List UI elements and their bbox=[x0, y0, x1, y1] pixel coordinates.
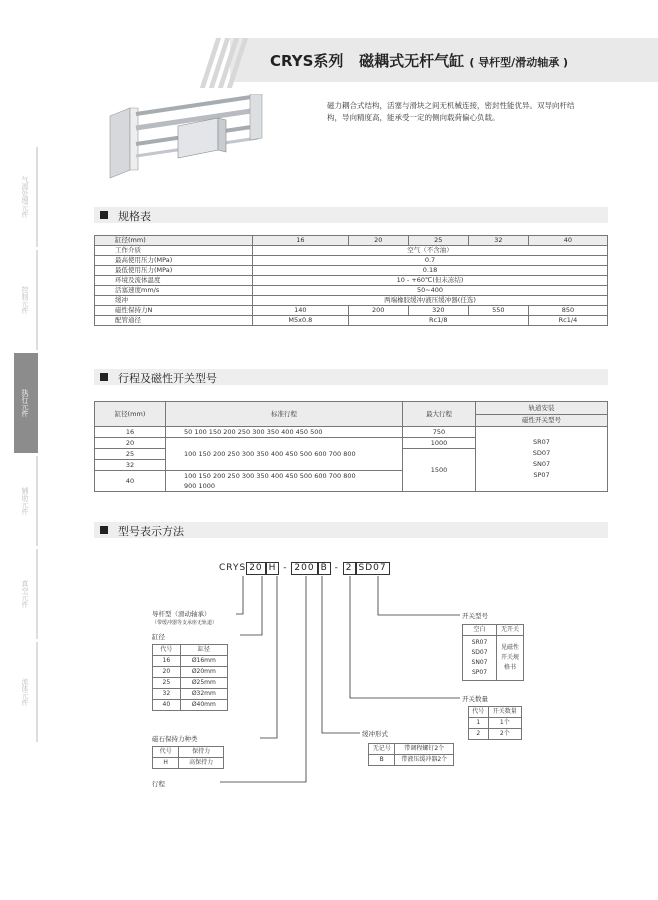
table-cell: 缓冲 bbox=[95, 296, 253, 306]
table-cell: 带液压缓冲器2个 bbox=[395, 755, 454, 766]
tab-actuator[interactable]: 执行元件 bbox=[14, 353, 38, 453]
table-row bbox=[153, 667, 228, 678]
table-cell: 16 bbox=[95, 427, 166, 438]
table-cell: 带调程螺钉2个 bbox=[395, 744, 454, 755]
switch-model: SP07 bbox=[533, 471, 550, 479]
table-cell: 40 bbox=[95, 471, 166, 492]
table-cell: B bbox=[369, 755, 395, 766]
table-cell: 25 bbox=[95, 449, 166, 460]
code-dash: - bbox=[334, 563, 339, 573]
title-paren: ( 导杆型/滑动轴承 ) bbox=[469, 56, 569, 69]
table-cell: 缸径(mm) bbox=[95, 402, 166, 427]
switch-model: SN07 bbox=[471, 659, 488, 666]
switch-table bbox=[462, 624, 524, 681]
table-cell: M5x0.8 bbox=[253, 316, 349, 326]
hold-table bbox=[152, 746, 224, 769]
table-cell: 2 bbox=[469, 729, 489, 740]
table-row bbox=[463, 625, 524, 636]
table-row bbox=[469, 729, 522, 740]
table-cell: 开关数量 bbox=[488, 707, 521, 718]
table-cell: 750 bbox=[403, 427, 476, 438]
table-row bbox=[153, 758, 224, 769]
table-cell: Ø32mm bbox=[180, 689, 227, 700]
switch-model: SR07 bbox=[533, 438, 550, 446]
table-cell: 活塞速度mm/s bbox=[95, 286, 253, 296]
tab-vacuum[interactable]: 真空元件 bbox=[14, 549, 38, 639]
table-cell: 工作介质 bbox=[95, 246, 253, 256]
table-cell: 1 bbox=[469, 718, 489, 729]
code-switch: SD07 bbox=[356, 562, 390, 575]
table-cell: 1000 bbox=[403, 438, 476, 449]
stroke-values: 100 150 200 250 300 350 400 450 500 600 700 800 bbox=[184, 472, 356, 480]
table-cell: 最高使用压力(MPa) bbox=[95, 256, 253, 266]
table-cell: 标准行程 bbox=[166, 402, 403, 427]
title-main: CRYS系列 bbox=[270, 52, 344, 70]
table-cell: 32 bbox=[153, 689, 181, 700]
table-cell: 1个 bbox=[488, 718, 521, 729]
bore-label: 缸径 bbox=[152, 633, 165, 641]
table-row bbox=[369, 744, 454, 755]
table-cell: 磁性保持力N bbox=[95, 306, 253, 316]
title-sub: 磁耦式无杆气缸 bbox=[359, 52, 465, 70]
table-cell: 40 bbox=[528, 236, 607, 246]
table-cell: 环境及流体温度 bbox=[95, 276, 253, 286]
table-cell: Rc1/4 bbox=[528, 316, 607, 326]
table-cell: 两端橡胶缓冲/液压缓冲器(任选) bbox=[253, 296, 608, 306]
code-count: 2 bbox=[343, 562, 356, 575]
switch-label: 开关型号 bbox=[462, 612, 488, 620]
tab-control[interactable]: 控制元件 bbox=[14, 250, 38, 350]
code-prefix: CRYS bbox=[219, 563, 247, 573]
table-cell: 保持力 bbox=[179, 747, 224, 758]
table-cell: 20 bbox=[153, 667, 181, 678]
table-cell: 0.18 bbox=[253, 266, 608, 276]
product-description: 磁力耦合式结构，活塞与滑块之间无机械连接，密封性能优异。双导向杆结构，导向精度高，能承受一定的侧向载荷偏心负载。 bbox=[327, 101, 575, 122]
switch-model: SD07 bbox=[532, 449, 551, 457]
table-cell: 无开关 bbox=[497, 625, 524, 636]
table-row bbox=[153, 678, 228, 689]
table-cell: 高保持力 bbox=[179, 758, 224, 769]
table-cell: 16 bbox=[153, 656, 181, 667]
code-bore: 20 bbox=[246, 562, 265, 575]
switch-model: SR07 bbox=[471, 639, 488, 646]
tab-fluid[interactable]: 流体元件 bbox=[14, 642, 38, 742]
switch-model: SN07 bbox=[532, 460, 551, 468]
track-header: 轨道安装 bbox=[476, 403, 607, 415]
guide-label: 导杆型（滑动轴承） bbox=[152, 610, 211, 618]
tab-auxiliary[interactable]: 辅助元件 bbox=[14, 456, 38, 546]
table-cell: 无记号 bbox=[369, 744, 395, 755]
buffer-label: 缓冲形式 bbox=[362, 730, 388, 738]
table-cell: Ø20mm bbox=[180, 667, 227, 678]
table-row bbox=[153, 747, 224, 758]
table-cell: 20 bbox=[348, 236, 408, 246]
count-label: 开关数量 bbox=[462, 695, 488, 703]
count-table bbox=[468, 706, 522, 740]
table-row bbox=[153, 645, 228, 656]
buffer-table bbox=[368, 743, 454, 766]
stroke-values-cont: 900 1000 bbox=[184, 482, 216, 490]
table-row bbox=[469, 718, 522, 729]
table-cell: 200 bbox=[348, 306, 408, 316]
stroke-label: 行程 bbox=[152, 780, 165, 788]
table-row bbox=[469, 707, 522, 718]
table-cell: 代号 bbox=[469, 707, 489, 718]
table-cell: Ø40mm bbox=[180, 700, 227, 711]
table-cell: H bbox=[153, 758, 179, 769]
table-row bbox=[153, 700, 228, 711]
table-cell: 100 150 200 250 300 350 400 450 500 600 700 800 bbox=[166, 438, 403, 471]
code-hold: H bbox=[266, 562, 280, 575]
table-cell: 50 100 150 200 250 300 350 400 450 500 bbox=[166, 427, 403, 438]
switch-header: 磁性开关型号 bbox=[522, 415, 561, 424]
code-dash: - bbox=[283, 563, 288, 573]
table-cell: 缸径(mm) bbox=[95, 236, 253, 246]
bore-table bbox=[152, 644, 228, 711]
table-row bbox=[153, 656, 228, 667]
table-cell: 550 bbox=[468, 306, 528, 316]
table-cell: 25 bbox=[153, 678, 181, 689]
table-cell: 50~400 bbox=[253, 286, 608, 296]
guide-note: （带缓冲器等支承座无轨道） bbox=[152, 620, 218, 626]
table-cell: 32 bbox=[468, 236, 528, 246]
tab-air-treatment[interactable]: 气源处理元件 bbox=[14, 147, 38, 247]
table-cell: 代号 bbox=[153, 747, 179, 758]
table-row bbox=[463, 636, 524, 681]
table-cell: 配管通径 bbox=[95, 316, 253, 326]
table-cell: 缸径 bbox=[180, 645, 227, 656]
table-cell: Rc1/8 bbox=[348, 316, 528, 326]
table-row bbox=[153, 689, 228, 700]
table-row bbox=[369, 755, 454, 766]
table-cell: 最低使用压力(MPa) bbox=[95, 266, 253, 276]
table-cell: 1500 bbox=[403, 449, 476, 492]
table-cell: 140 bbox=[253, 306, 349, 316]
table-cell: 25 bbox=[408, 236, 468, 246]
table-cell: 320 bbox=[408, 306, 468, 316]
table-cell: Ø25mm bbox=[180, 678, 227, 689]
hold-label: 磁石保持力种类 bbox=[152, 735, 198, 743]
table-cell: 0.7 bbox=[253, 256, 608, 266]
table-cell: 最大行程 bbox=[403, 402, 476, 427]
table-cell: 32 bbox=[95, 460, 166, 471]
table-cell: 2个 bbox=[488, 729, 521, 740]
section-title: 行程及磁性开关型号 bbox=[118, 372, 217, 385]
switch-model: SD07 bbox=[471, 649, 488, 656]
table-cell: 代号 bbox=[153, 645, 181, 656]
table-cell: 10 - +60℃(但未冻结) bbox=[253, 276, 608, 286]
table-cell: Ø16mm bbox=[180, 656, 227, 667]
code-stroke: 200 bbox=[291, 562, 317, 575]
table-cell: 空气（不含油） bbox=[253, 246, 608, 256]
table-cell: 850 bbox=[528, 306, 607, 316]
section-title: 规格表 bbox=[118, 210, 151, 223]
switch-model: SP07 bbox=[471, 669, 488, 676]
table-cell: 20 bbox=[95, 438, 166, 449]
section-title: 型号表示方法 bbox=[118, 525, 184, 538]
table-cell: 40 bbox=[153, 700, 181, 711]
table-cell bbox=[463, 636, 497, 681]
table-cell: 空白 bbox=[463, 625, 497, 636]
code-buffer: B bbox=[318, 562, 331, 575]
table-cell: 16 bbox=[253, 236, 349, 246]
table-cell: 见磁性开关规格书 bbox=[497, 636, 524, 681]
